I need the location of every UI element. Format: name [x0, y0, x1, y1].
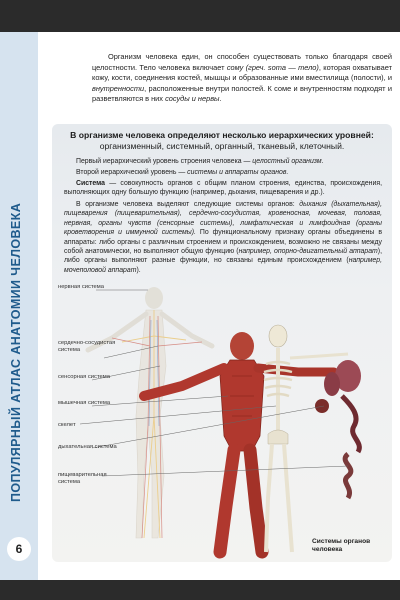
label-muscular-system: мышечная система [58, 400, 111, 406]
translucent-figure [88, 287, 212, 538]
intro-text: , которая охватывает кожу, кости, соединения костей, мышцы и образованные ими вместилища (полости), и [92, 62, 392, 83]
intro-vessels-nerves: сосуды и нервы [165, 94, 220, 104]
level-1-text [64, 157, 382, 166]
level-1-term: целостный организм. [252, 158, 324, 165]
intro-soma: сому (греч. soma — тело) [226, 62, 319, 72]
label-cardiovascular-system: сердечно-сосудистая система [58, 340, 116, 353]
system-term: Система [76, 180, 105, 187]
intro-internal-organs: внутренности [92, 83, 145, 93]
example-locomotor: например, опорно-двигательный аппарат [238, 248, 378, 256]
muscle-figure [144, 332, 334, 552]
skeleton-figure [264, 325, 348, 552]
body-systems-figure [52, 276, 392, 562]
label-skeleton: скелет [58, 422, 76, 428]
system-definition-text: — совокупность органов с общим планом строения, единства, происхождения, выполняющих одну большую функцию (например, дыхания, пищеварения и др.). [64, 180, 382, 197]
example-urogenital: например, мочеполовой аппарат [64, 257, 382, 274]
label-digestive-system: пищеварительная система [58, 472, 107, 485]
systems-paragraph [64, 200, 382, 275]
panel-title-line1: В организме человека определяют несколько иерархических уровней: [70, 130, 374, 140]
level-2-text [64, 168, 382, 177]
level-2-lead: Второй иерархический уровень — [76, 169, 188, 176]
level-2-term: системы и аппараты органов. [187, 169, 289, 176]
intro-paragraph [92, 52, 392, 105]
systems-text: По функциональному признаку органы объединены в аппараты: либо органы с различным строением и происхождением, возможно не связаны между собой анатомически, но выполняют общую функцию ( [64, 229, 382, 256]
book-page [0, 32, 400, 580]
figure-caption: Системы органов человека [312, 538, 371, 553]
intro-text: , расположенные внутри полостей. К соме и внутренностям подходят и разветвляются в них [92, 83, 392, 104]
panel-title [66, 130, 378, 152]
info-panel [52, 124, 392, 562]
intro-text: . [219, 94, 222, 104]
panel-title-line2: организменный, системный, органный, тканевый, клеточный. [99, 141, 345, 151]
label-sensory-system: сенсорная система [58, 374, 110, 380]
systems-intro: В организме человека выделяют следующие системы органов: [76, 201, 300, 208]
systems-list: дыхания (дыхательная), пищеварения (пищеварительная), сердечно-сосудистая, кровеносная, мочевая, половая, нервная, органы чувств (сенсорные системы), лимфатическая и лимфоидная (органы кроветворения и иммунной системы). [64, 201, 382, 237]
system-definition [64, 179, 382, 198]
page-number: 6 [7, 537, 31, 561]
organs [315, 360, 361, 498]
systems-text: ). [136, 266, 141, 274]
anatomy-illustration [52, 276, 392, 562]
level-1-lead: Первый иерархический уровень строения человека — [76, 158, 253, 165]
label-nervous-system: нервная система [58, 284, 104, 290]
book-title-vertical: ПОПУЛЯРНЫЙ АТЛАС АНАТОМИИ ЧЕЛОВЕКА [9, 202, 23, 502]
chapter-sidebar [0, 32, 38, 580]
systems-text: ), либо органы выполняют разные функции, но связаны единым происхождением ( [64, 248, 383, 265]
intro-text: Организм человека един, он способен существовать только благодаря своей целостности. Тело человека включает [92, 52, 392, 72]
label-respiratory-system: дыхательная система [58, 444, 117, 450]
